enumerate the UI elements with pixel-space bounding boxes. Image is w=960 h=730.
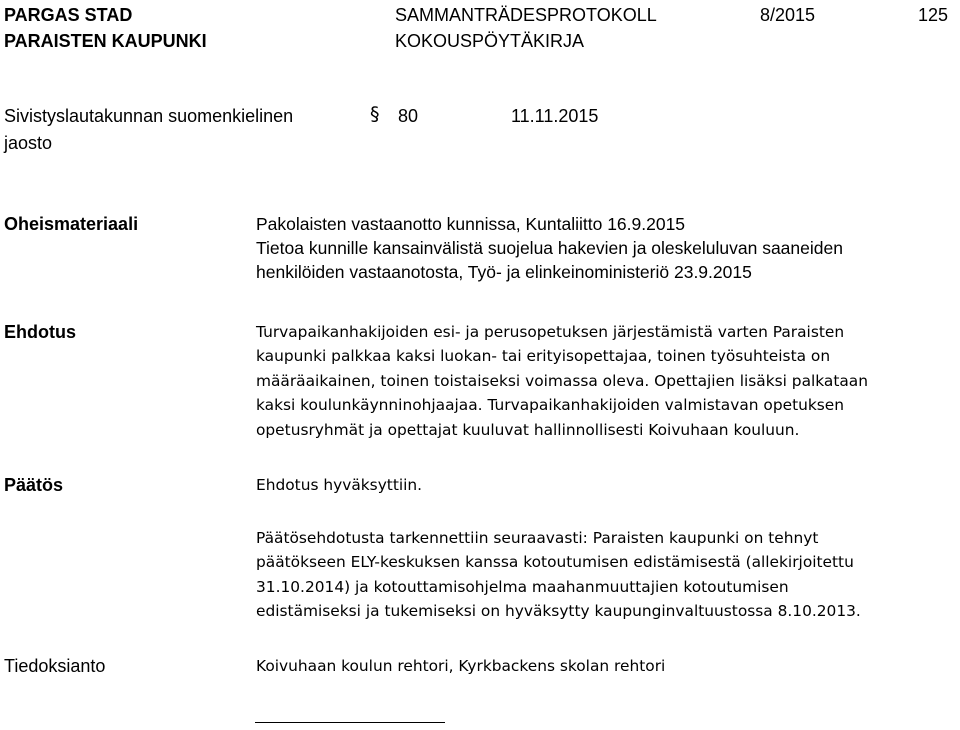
section-mark: §	[370, 103, 380, 125]
clarification-line: Päätösehdotusta tarkennettiin seuraavasti: Paraisten kaupunki on tehnyt	[256, 529, 819, 547]
proposal-text	[256, 320, 868, 442]
attachments-text	[256, 212, 843, 284]
proposal-line: määräaikainen, toinen toistaiseksi voimassa oleva. Opettajien lisäksi palkataan	[256, 371, 868, 390]
doc-type-finnish: KOKOUSPÖYTÄKIRJA	[395, 31, 585, 51]
decision-clarification	[256, 526, 861, 624]
signature-line	[255, 722, 445, 723]
meeting-body-line1: Sivistyslautakunnan suomenkielinen	[4, 106, 294, 126]
page-number: 125	[918, 5, 949, 25]
attachments-label: Oheismateriaali	[4, 214, 139, 234]
notification-label: Tiedoksianto	[4, 656, 106, 676]
meeting-date: 11.11.2015	[511, 106, 599, 126]
proposal-line: opetusryhmät ja opettajat kuuluvat hallinnollisesti Koivuhaan kouluun.	[256, 420, 800, 439]
notification-text: Koivuhaan koulun rehtori, Kyrkbackens skolan rehtori	[256, 657, 666, 675]
proposal-line: Turvapaikanhakijoiden esi- ja perusopetuksen järjestämistä varten Paraisten	[256, 323, 845, 341]
attachment-line: Pakolaisten vastaanotto kunnissa, Kuntaliitto 16.9.2015	[256, 214, 686, 234]
proposal-label: Ehdotus	[4, 322, 76, 342]
attachment-line: Tietoa kunnille kansainvälistä suojelua hakevien ja oleskeluluvan saaneiden	[256, 238, 843, 258]
meeting-body-line2: jaosto	[4, 133, 53, 153]
attachment-line: henkilöiden vastaanotosta, Työ- ja elinkeinoministeriö 23.9.2015	[256, 262, 752, 282]
org-name-finnish: PARAISTEN KAUPUNKI	[4, 31, 207, 51]
org-name-swedish: PARGAS STAD	[4, 5, 133, 25]
clarification-line: 31.10.2014) ja kotouttamisohjelma maahanmuuttajien kotoutumisen	[256, 577, 789, 596]
issue-number: 8/2015	[760, 5, 816, 25]
doc-type-swedish: SAMMANTRÄDESPROTOKOLL	[395, 5, 657, 25]
decision-label: Päätös	[4, 475, 64, 495]
proposal-line: kaupunki palkkaa kaksi luokan- tai erityisopettajaa, toinen työsuhteista on	[256, 347, 831, 366]
clarification-line: edistämiseksi ja tukemiseksi on hyväksytty kaupunginvaltuustossa 8.10.2013.	[256, 602, 861, 621]
proposal-line: kaksi koulunkäynninohjaajaa. Turvapaikanhakijoiden valmistavan opetuksen	[256, 396, 845, 415]
clarification-line: päätökseen ELY-keskuksen kanssa kotoutumisen edistämisestä (allekirjoitettu	[256, 553, 854, 572]
section-number: 80	[398, 106, 419, 126]
decision-text: Ehdotus hyväksyttiin.	[256, 476, 423, 494]
